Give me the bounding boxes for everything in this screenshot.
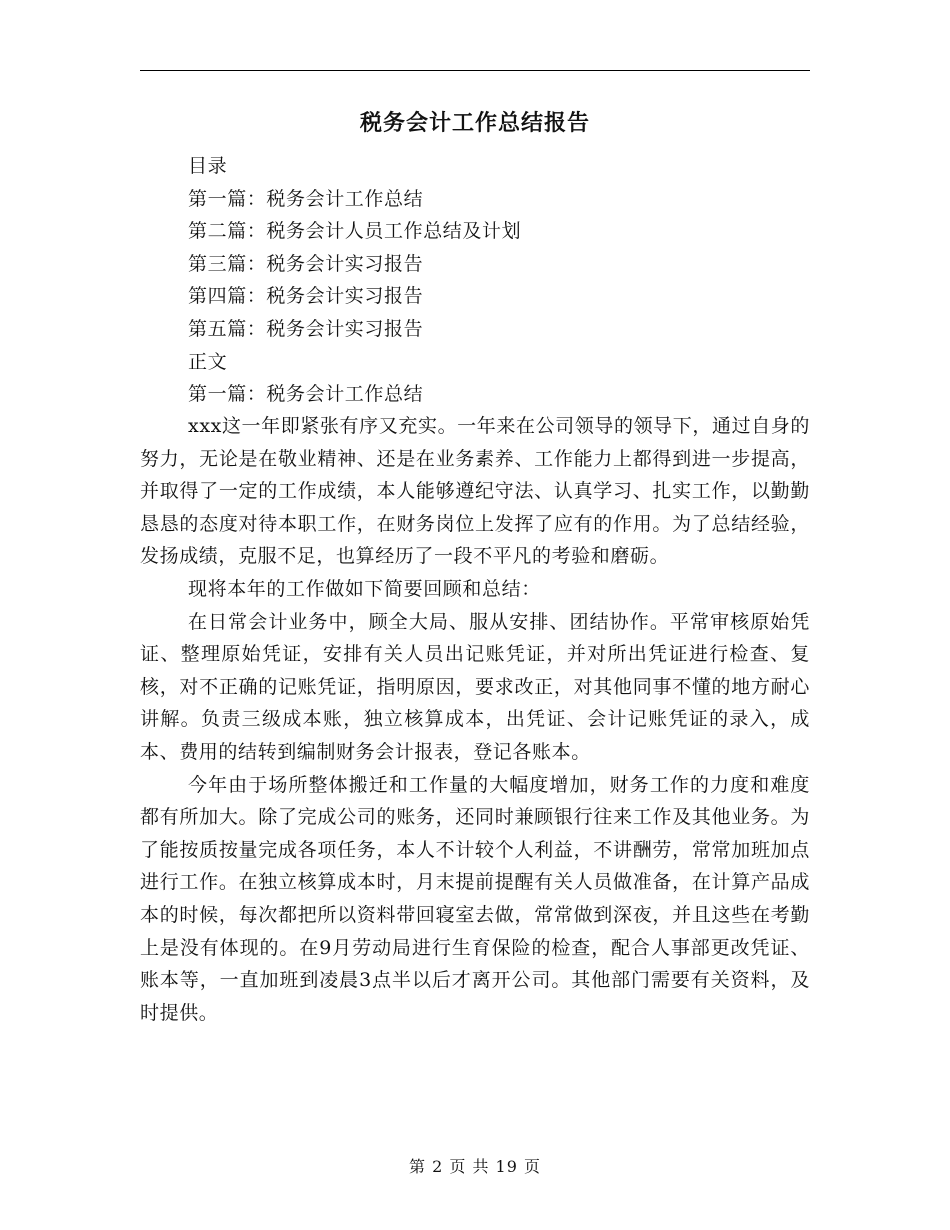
toc-item: 第五篇：税务会计实习报告 [188, 317, 424, 340]
table-of-contents [140, 150, 810, 411]
paragraph: 现将本年的工作做如下简要回顾和总结： [188, 577, 541, 600]
toc-item: 第四篇：税务会计实习报告 [188, 285, 424, 308]
toc-item: 第二篇：税务会计人员工作总结及计划 [188, 220, 522, 243]
toc-item: 第三篇：税务会计实习报告 [188, 252, 424, 275]
header-rule [140, 70, 810, 71]
body-text [140, 410, 810, 1029]
paragraph: 今年由于场所整体搬迁和工作量的大幅度增加，财务工作的力度和难度都有所加大。除了完成公司的账务，还同时兼顾银行往来工作及其他业务。为了能按质按量完成各项任务，本人不计较个人利益，不讲酬劳，常常加班加点进行工作。在独立核算成本时，月末提前提醒有关人员做准备，在计算产品成本的时候，每次都把所以资料带回寝室去做，常常做到深夜，并且这些在考勤上是没有体现的。在9月劳动局进行生育保险的检查，配合人事部更改凭证、账本等，一直加班到凌晨3点半以后才离开公司。其他部门需要有关资料，及时提供。 [140, 773, 810, 1024]
toc-heading: 目录 [188, 155, 228, 177]
section-title: 第一篇：税务会计工作总结 [188, 383, 424, 406]
page-number-footer: 第 2 页 共 19 页 [409, 1157, 541, 1176]
body-heading: 正文 [188, 350, 228, 373]
paragraph: xxx这一年即紧张有序又充实。一年来在公司领导的领导下，通过自身的努力，无论是在敬业精神、还是在业务素养、工作能力上都得到进一步提高，并取得了一定的工作成绩，本人能够遵纪守法、认真学习、扎实工作，以勤勤恳恳的态度对待本职工作，在财务岗位上发挥了应有的作用。为了总结经验，发扬成绩，克服不足，也算经历了一段不平凡的考验和磨砺。 [140, 415, 810, 568]
paragraph: 在日常会计业务中，顾全大局、服从安排、团结协作。平常审核原始凭证、整理原始凭证，安排有关人员出记账凭证，并对所出凭证进行检查、复核，对不正确的记账凭证，指明原因，要求改正，对其他同事不懂的地方耐心讲解。负责三级成本账，独立核算成本，出凭证、会计记账凭证的录入，成本、费用的结转到编制财务会计报表，登记各账本。 [140, 610, 810, 763]
toc-item: 第一篇：税务会计工作总结 [188, 187, 424, 210]
document-title: 税务会计工作总结报告 [359, 110, 590, 136]
